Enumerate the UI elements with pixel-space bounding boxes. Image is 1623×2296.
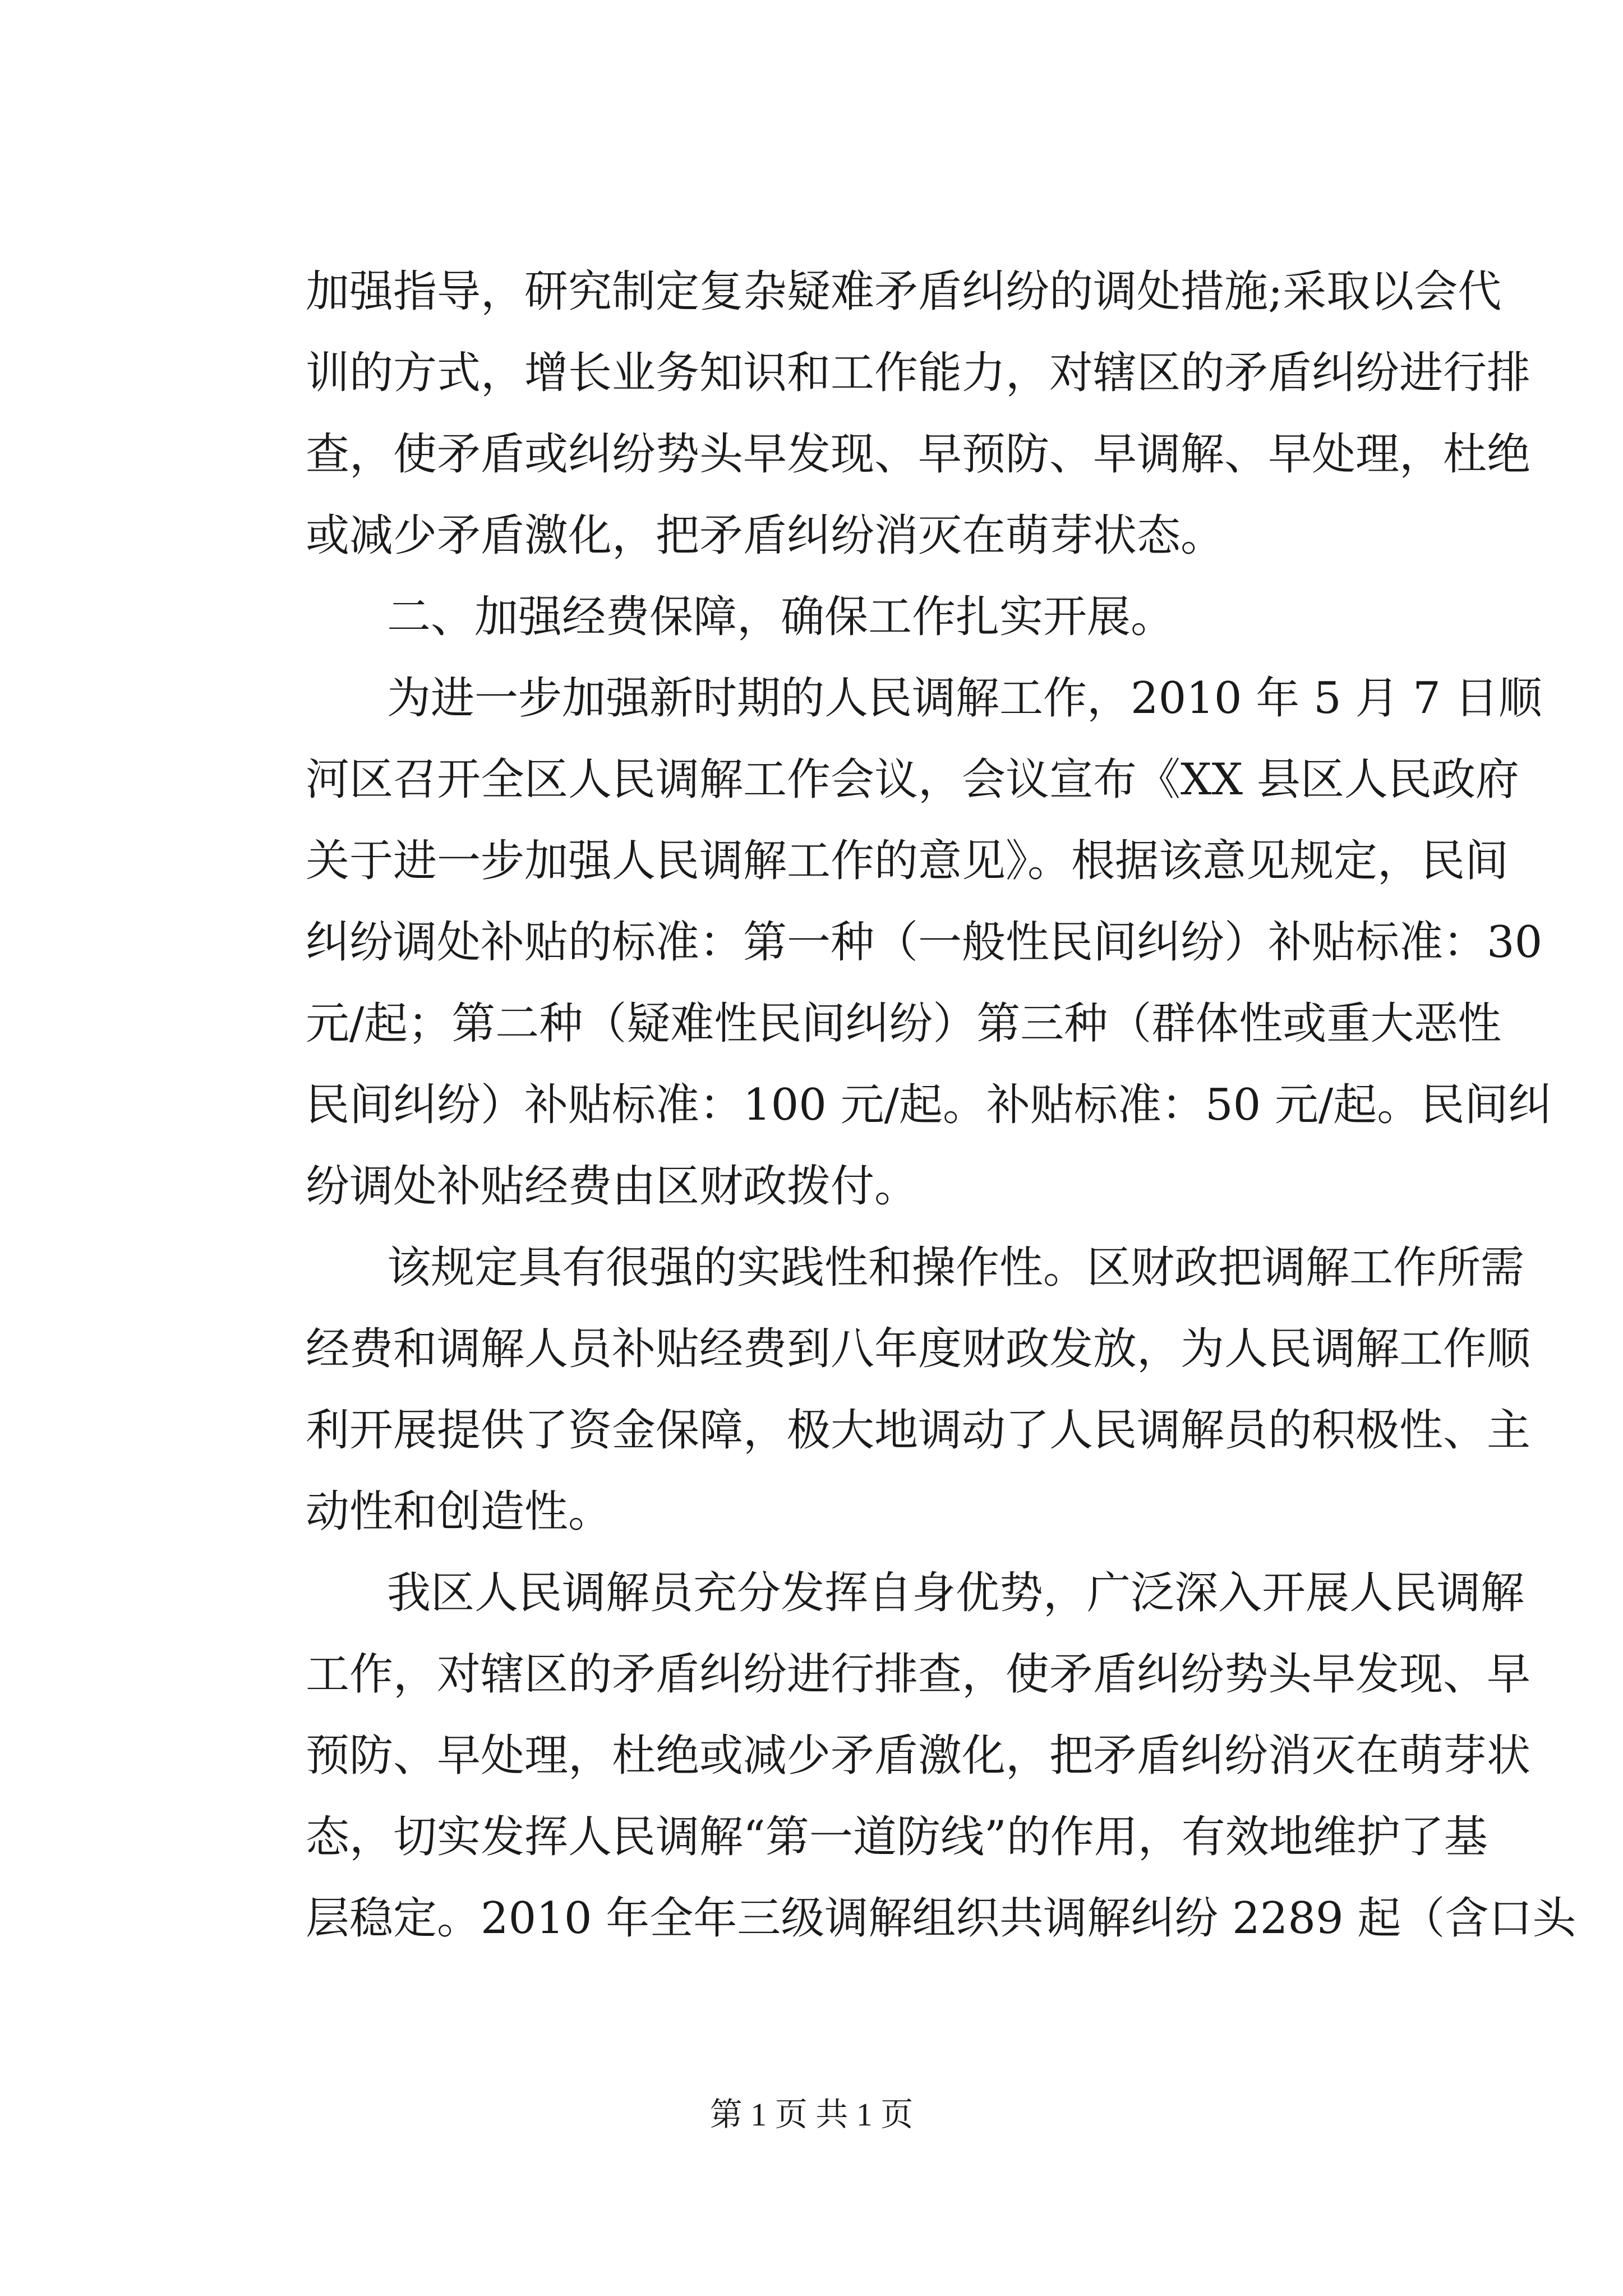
text-line: 利开展提供了资金保障，极大地调动了人民调解员的积极性、主 [306,1405,1531,1456]
text-line: 我区人民调解员充分发挥自身优势，广泛深入开展人民调解 [387,1568,1525,1618]
text-line: 动性和创造性。 [306,1487,612,1537]
text-line: 河区召开全区人民调解工作会议，会议宣布《XX 县区人民政府 [306,754,1519,805]
text-line: 纠纷调处补贴的标准：第一种（一般性民间纠纷）补贴标准：30 [306,917,1543,968]
text-line: 民间纠纷）补贴标准：100 元/起。补贴标准：50 元/起。民间纠 [306,1080,1552,1130]
text-line: 训的方式，增长业务知识和工作能力，对辖区的矛盾纠纷进行排 [306,348,1531,398]
section-heading: 二、加强经费保障，确保工作扎实开展。 [387,592,1175,642]
text-line: 该规定具有很强的实践性和操作性。区财政把调解工作所需 [387,1243,1525,1293]
text-line: 层稳定。2010 年全年三级调解组织共调解纠纷 2289 起（含口头 [306,1893,1576,1944]
text-line: 加强指导，研究制定复杂疑难矛盾纠纷的调处措施;采取以会代 [306,266,1502,317]
text-line: 工作，对辖区的矛盾纠纷进行排查，使矛盾纠纷势头早发现、早 [306,1649,1531,1700]
text-line: 或减少矛盾激化，把矛盾纠纷消灭在萌芽状态。 [306,510,1225,561]
text-line: 为进一步加强新时期的人民调解工作，2010 年 5 月 7 日顺 [387,673,1542,724]
text-line: 查，使矛盾或纠纷势头早发现、早预防、早调解、早处理，杜绝 [306,429,1531,480]
page-number-footer: 第 1 页 共 1 页 [709,2096,914,2133]
text-line: 关于进一步加强人民调解工作的意见》。根据该意见规定，民间 [306,836,1509,886]
text-line: 元/起；第二种（疑难性民间纠纷）第三种（群体性或重大恶性 [306,999,1502,1049]
text-line: 纷调处补贴经费由区财政拨付。 [306,1161,919,1212]
text-line: 经费和调解人员补贴经费到八年度财政发放，为人民调解工作顺 [306,1324,1531,1374]
text-line: 态，切实发挥人民调解“第一道防线”的作用，有效地维护了基 [306,1812,1488,1862]
text-line: 预防、早处理，杜绝或减少矛盾激化，把矛盾纠纷消灭在萌芽状 [306,1731,1531,1781]
